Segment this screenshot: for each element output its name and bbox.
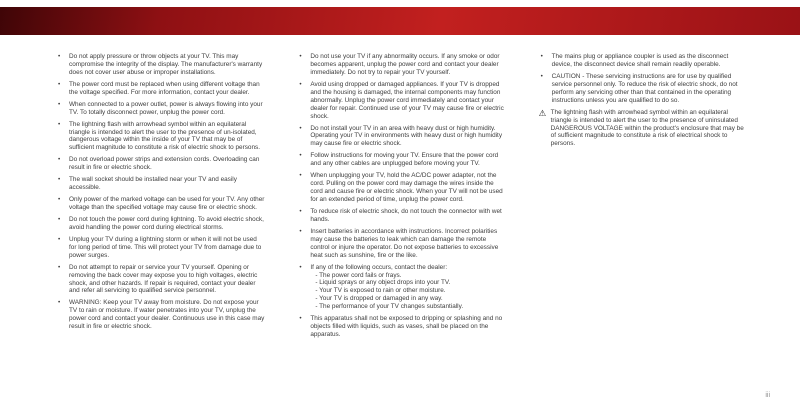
- content-area: [58, 53, 748, 394]
- bullet-icon: •: [299, 263, 302, 271]
- bullet-main-text: Unplug your TV during a lightning storm or when it will not be used for long period of time. This will protect your TV from damage due to power surges.: [69, 235, 262, 259]
- page-number: iii: [765, 392, 770, 399]
- bullet-item: [58, 299, 265, 331]
- bullet-main-text: Do not overload power strips and extension cords. Overloading can result in fire or electric shock.: [69, 156, 260, 172]
- bullet-main-text: To reduce risk of electric shock, do not touch the connector with wet hands.: [310, 207, 502, 223]
- bullet-main-text: Do not touch the power cord during lightning. To avoid electric shock, avoid handling the power cord during electrical storms.: [69, 215, 264, 231]
- bullet-main-text: Do not attempt to repair or service your TV yourself. Opening or removing the back cover may expose you to high voltages, electric shock, and other hazards. If repair is required, contact your dealer and refer all servicing to qualified service personnel.: [69, 263, 258, 295]
- bullet-text: [69, 81, 265, 97]
- bullet-text: [551, 109, 748, 149]
- bullet-main-text: When connected to a power outlet, power is always flowing into your TV. To totally disconnect power, unplug the power cord.: [69, 100, 263, 116]
- bullet-item: [299, 315, 506, 339]
- bullet-main-text: If any of the following occurs, contact the dealer:: [310, 263, 448, 271]
- bullet-main-text: The wall socket should be installed near your TV and easily accessible.: [69, 176, 237, 192]
- bullet-text: [69, 216, 265, 232]
- bullet-text: [69, 264, 265, 296]
- bullet-item: [58, 121, 265, 153]
- bullet-main-text: Insert batteries in accordance with instructions. Incorrect polarities may cause the batteries to leak which can damage the remote control or injure the operator. Do not expose batteries to excessive heat such as sunshine, fire or the like.: [310, 227, 499, 259]
- bullet-main-text: The power cord must be replaced when using different voltage than the voltage specified. For more information, contact your dealer.: [69, 80, 260, 96]
- bullet-item: [58, 156, 265, 172]
- bullet-text: [69, 53, 265, 77]
- bullet-icon: •: [540, 72, 543, 80]
- sub-item: - The performance of your TV changes substantially.: [315, 303, 464, 311]
- bullet-text: [310, 208, 506, 224]
- bullet-icon: •: [58, 235, 61, 243]
- bullet-main-text: Do not use your TV if any abnormality occurs. If any smoke or odor becomes apparent, unplug the power cord and contact your dealer immediately. Do not try to repair your TV yourself.: [310, 53, 500, 76]
- bullet-item: [299, 53, 506, 77]
- bullet-text: [310, 315, 506, 339]
- warning-triangle-icon: ⚠: [538, 107, 547, 118]
- bullet-main-text: Avoid using dropped or damaged appliances. If your TV is dropped and the housing is damaged, the internal components may function abnormally. Unplug the power cord immediately and contact your dealer for repair. Continued use of your TV may cause fire or electric shock.: [310, 80, 504, 120]
- bullet-main-text: The mains plug or appliance coupler is used as the disconnect device, the disconnect device shall remain readily operable.: [551, 53, 729, 68]
- bullet-icon: •: [58, 176, 61, 184]
- bullet-icon: •: [58, 156, 61, 164]
- bullet-text: [69, 176, 265, 192]
- bullet-text: [310, 264, 506, 312]
- bullet-item: [299, 152, 506, 168]
- bullet-main-text: Only power of the marked voltage can be used for your TV. Any other voltage than the specified voltage may cause fire or electric shock.: [69, 196, 265, 211]
- sub-item: - Your TV is dropped or damaged in any way.: [315, 295, 443, 303]
- bullet-main-text: The lightning flash with arrowhead symbol within an equilateral triangle is intended to alert the user to the presence of uninsulated DANGEROUS VOLTAGE within the product's enclosure that may be of sufficient magnitude to constitute a risk of electrical shock to persons.: [550, 108, 744, 148]
- bullet-main-text: WARNING: Keep your TV away from moisture. Do not expose your TV to rain or moisture. If water penetrates into your TV, unplug the power cord and contact your dealer. Continuous use in this case may result in fire or electric shock.: [69, 299, 265, 331]
- bullet-item: [58, 236, 265, 260]
- bullet-icon: •: [299, 227, 302, 235]
- bullet-icon: •: [58, 100, 61, 108]
- bullet-icon: •: [299, 315, 302, 323]
- bullet-item: [299, 228, 506, 260]
- sub-item: - The power cord fails or frays.: [315, 271, 402, 279]
- bullet-main-text: This apparatus shall not be exposed to dripping or splashing and no objects filled with liquids, such as vases, shall be placed on the apparatus.: [310, 315, 503, 339]
- column-1: [58, 53, 265, 394]
- bullet-main-text: Do not install your TV in an area with heavy dust or high humidity. Operating your TV in environments with heavy dust or high humidity may cause fire or electric shock.: [310, 124, 503, 148]
- bullet-item: [58, 176, 265, 192]
- bullet-main-text: The lightning flash with arrowhead symbol within an equilateral triangle is intended to alert the user to the presence of un-isolated, dangerous voltage within the inside of your TV that may be of sufficient magnitude to constitute a risk of electric shock to persons.: [69, 120, 260, 152]
- bullet-text: [69, 299, 265, 331]
- bullet-icon: •: [58, 215, 61, 223]
- bullet-icon: •: [299, 80, 302, 88]
- bullet-icon: •: [58, 263, 61, 271]
- bullet-text: [69, 196, 265, 212]
- bullet-icon: •: [58, 80, 61, 88]
- bullet-item: [299, 208, 506, 224]
- bullet-icon: •: [299, 172, 302, 180]
- bullet-text: [310, 125, 506, 149]
- bullet-icon: •: [540, 53, 543, 60]
- header-banner: [0, 7, 800, 35]
- bullet-icon: •: [299, 53, 302, 60]
- bullet-text: [310, 172, 506, 204]
- bullet-text: [310, 81, 506, 121]
- bullet-item: [538, 107, 748, 149]
- bullet-text: [552, 53, 748, 69]
- bullet-item: [299, 172, 506, 204]
- sub-item: - Liquid sprays or any object drops into your TV.: [315, 279, 451, 287]
- column-3: [538, 53, 748, 394]
- bullet-item: [58, 216, 265, 232]
- bullet-text: [310, 53, 506, 77]
- bullet-icon: •: [299, 152, 302, 160]
- bullet-item: [299, 264, 506, 312]
- bullet-item: [58, 101, 265, 117]
- bullet-item: [541, 73, 748, 105]
- bullet-item: [58, 81, 265, 97]
- bullet-item: [58, 196, 265, 212]
- bullet-icon: •: [58, 120, 61, 128]
- bullet-text: [310, 152, 506, 168]
- bullet-text: [69, 156, 265, 172]
- bullet-text: [69, 121, 265, 153]
- bullet-main-text: CAUTION - These servicing instructions are for use by qualified service personnel only. To reduce the risk of electric shock, do not perform any servicing other than that contained in the operating instructions unless you are qualified to do so.: [551, 72, 738, 104]
- bullet-text: [69, 101, 265, 117]
- bullet-main-text: Follow instructions for moving your TV. Ensure that the power cord and any other cables are unplugged before moving your TV.: [310, 152, 499, 168]
- bullet-item: [299, 81, 506, 121]
- bullet-text: [69, 236, 265, 260]
- column-2: [299, 53, 506, 394]
- sub-item: - Your TV is exposed to rain or other moisture.: [315, 287, 446, 295]
- bullet-text: [552, 73, 748, 105]
- bullet-main-text: When unplugging your TV, hold the AC/DC power adapter, not the cord. Pulling on the power cord may damage the wires inside the cord and cause fire or electric shock. When your TV will not be used for an extended period of time, unplug the power cord.: [310, 172, 503, 203]
- bullet-main-text: Do not apply pressure or throw objects at your TV. This may compromise the integrity of the display. The manufacturer's warranty does not cover user abuse or improper installations.: [69, 53, 263, 76]
- bullet-icon: •: [299, 207, 302, 215]
- bullet-item: [541, 53, 748, 69]
- bullet-icon: •: [58, 299, 61, 307]
- bullet-icon: •: [58, 53, 61, 60]
- bullet-icon: •: [299, 124, 302, 132]
- bullet-text: [310, 228, 506, 260]
- bullet-item: [58, 53, 265, 77]
- bullet-icon: •: [58, 196, 61, 204]
- bullet-item: [58, 264, 265, 296]
- bullet-item: [299, 125, 506, 149]
